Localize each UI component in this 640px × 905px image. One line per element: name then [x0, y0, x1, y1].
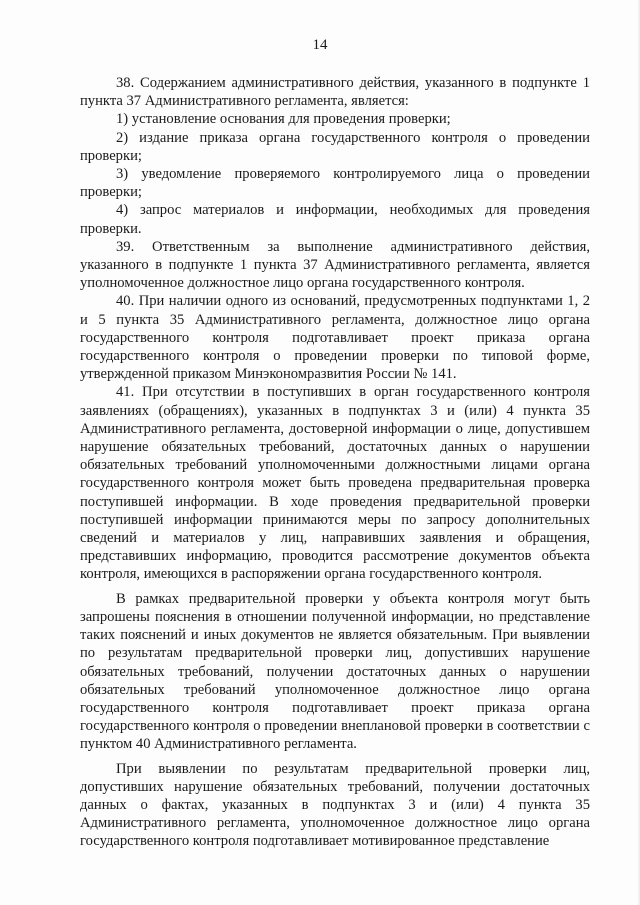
- paragraph-38: 38. Содержанием административного действия, указанного в подпункте 1 пункта 37 Административного регламента, является:: [80, 75, 590, 110]
- paragraph-violation-detected: При выявлении по результатам предварительной проверки лиц, допустивших нарушение обязательных требований, получении достаточных данных о фактах, указанных в подпунктах 3 и (или) 4 пункта 35 Административного регламента, уполномоченное должностное лицо органа государственного контроля подготавливает мотивированное представление: [80, 760, 590, 850]
- paragraph-39: 39. Ответственным за выполнение административного действия, указанного в подпункте 1 пункта 37 Административного регламента, является уполномоченное должностное лицо органа государственного контроля.: [80, 238, 590, 292]
- document-body: [80, 74, 590, 851]
- list-item-4: 4) запрос материалов и информации, необходимых для проведения проверки.: [80, 202, 590, 237]
- list-item-2: 2) издание приказа органа государственного контроля о проведении проверки;: [80, 129, 590, 164]
- paragraph-preliminary-check: В рамках предварительной проверки у объекта контроля могут быть запрошены пояснения в отношении полученной информации, но представление таких пояснений и иных документов не является обязательным. При выявлении по результатам предварительной проверки лиц, допустивших нарушение обязательных требований, получении достаточных данных о нарушении обязательных требований уполномоченное должностное лицо органа государственного контроля подготавливает проект приказа органа государственного контроля о проведении внеплановой проверки в соответствии с пунктом 40 Административного регламента.: [80, 590, 590, 753]
- page-number: 14: [312, 37, 328, 53]
- paragraph-41: 41. При отсутствии в поступивших в орган государственного контроля заявлениях (обращениях), указанных в подпунктах 3 и (или) 4 пункта 35 Административного регламента, достоверной информации о лице, допустившем нарушение обязательных требований, достаточных данных о нарушении обязательных требований уполномоченными должностными лицами органа государственного контроля может быть проведена предварительная проверка поступившей информации. В ходе проведения предварительной проверки поступившей информации принимаются меры по запросу дополнительных сведений и материалов у лиц, направивших заявления и обращения, представивших информацию, проводится рассмотрение документов объекта контроля, имеющихся в распоряжении органа государственного контроля.: [80, 384, 590, 583]
- list-item-1: 1) установление основания для проведения проверки;: [116, 111, 451, 128]
- list-item-3: 3) уведомление проверяемого контролируемого лица о проведении проверки;: [80, 166, 590, 201]
- paragraph-40: 40. При наличии одного из оснований, предусмотренных подпунктами 1, 2 и 5 пункта 35 Административного регламента, должностное лицо органа государственного контроля подготавливает проект приказа органа государственного контроля о проведении проверки по типовой форме, утвержденной приказом Минэкономразвития России № 141.: [80, 293, 590, 383]
